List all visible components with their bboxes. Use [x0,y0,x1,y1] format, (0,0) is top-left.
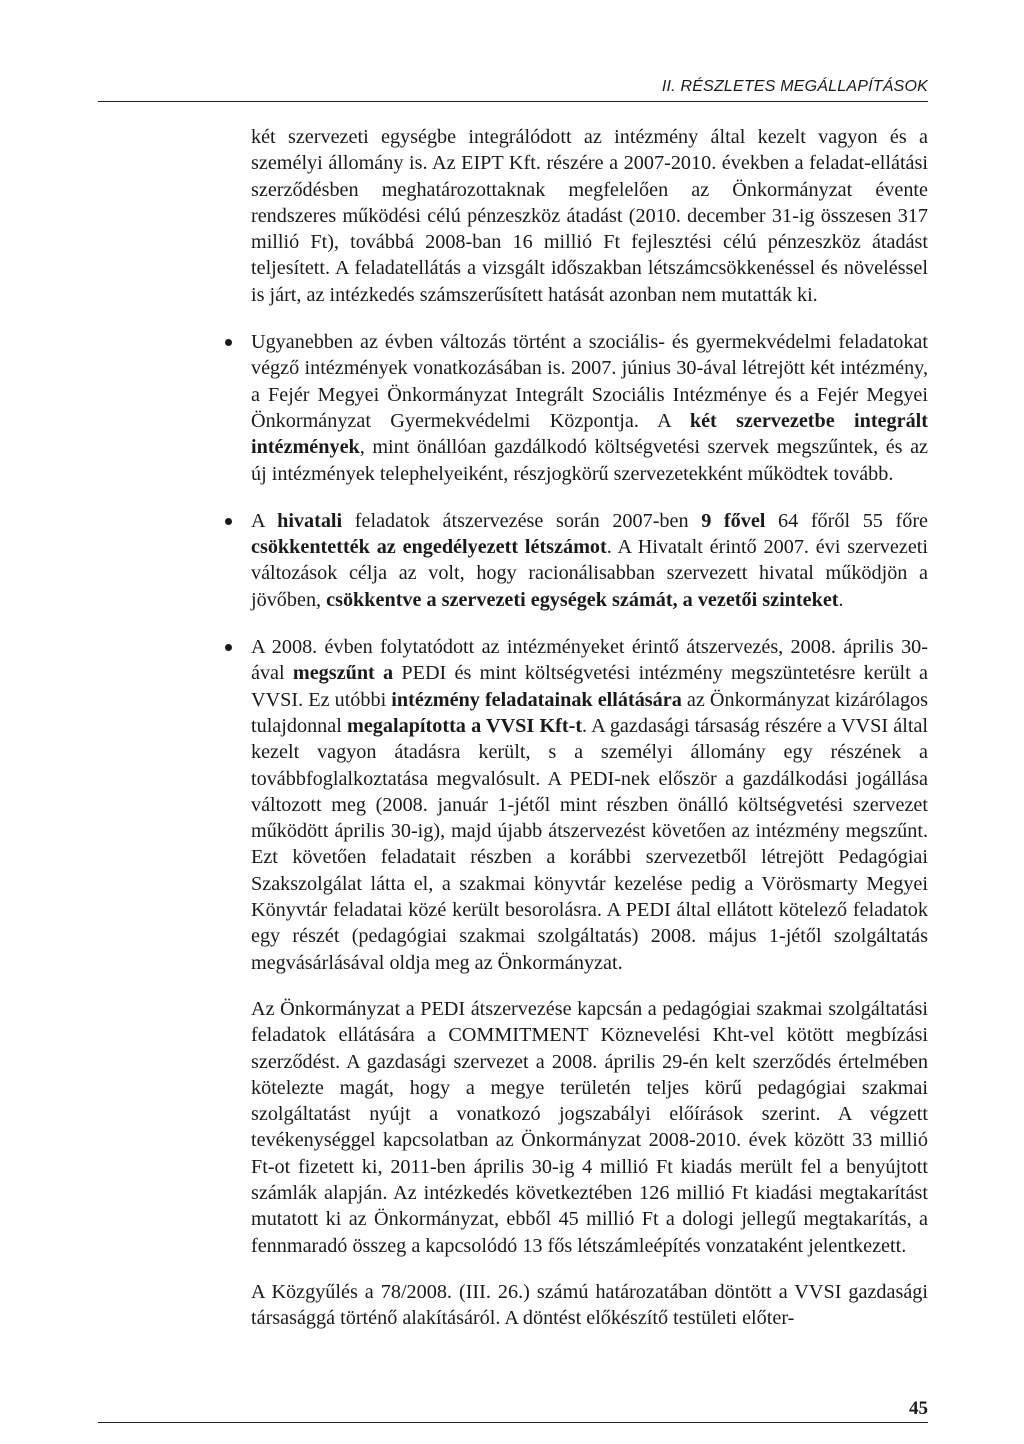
page-body [251,124,928,1331]
bold-run: csökkentve a szervezeti egységek számát, a vezetői szinteket [326,588,839,611]
bold-run: hivatali [277,509,343,532]
text-run: . [838,588,844,611]
text-run: A [251,509,278,532]
bold-run: két szervezetbe integrált intézmények [251,409,928,459]
bold-run: megszűnt a [292,662,394,685]
bold-run: csökkentették az engedélyezett létszámot [251,536,607,559]
text-run: . A gazdasági társaság részére a VVSI által kezelt vagyon átadásra került, s a személyi állomány egy részének a továbbfoglalkoztatása megvalósult. A PEDI-nek először a gazdálkodási jogállása változott meg (2008. január 1-jétől mint részben önálló költségvetési szervezet működött április 30-ig), majd újabb átszervezést követően az intézmény megszűnt. Ezt követően feladatait részben a korábbi szervezetből létrejött Pedagógiai Szakszolgálat látta el, a szakmai könyvtár kezelése pedig a Vörösmarty Megyei Könyvtár feladatai közé került besorolásra. A PEDI által ellátott kötelező feladatok egy részét (pedagógiai szakmai szolgáltatás) 2008. május 1-jétől szolgáltatás megvásárlásával oldja meg az Önkormányzat. [251,714,929,974]
page-number: 45 [909,1398,928,1419]
bullet-item-office-restructuring [251,508,928,613]
text-run: PEDI és mint költségvetési intézmény megszüntetésre került a VVSI. Ez utóbbi [251,662,928,711]
bullet-item-2008-restructuring [251,634,928,976]
bullet-icon [225,644,232,651]
text-run: , mint önállóan gazdálkodó költségvetési szervek megszűntek, és az új intézmények telephelyeiként, részjogkörű szervezetekként működtek tovább. [251,436,928,485]
header-rule [98,101,928,102]
text-run: . A Hivatalt érintő 2007. évi szervezeti változások célja az volt, hogy racionálisabban szervezett hivatal működjön a jövőben, [251,536,928,611]
paragraph-intro: két szervezeti egységbe integrálódott az intézmény által kezelt vagyon és a személyi állomány is. Az EIPT Kft. részére a 2007-2010. években a feladat-ellátási szerződésben meghatározottaknak megfelelően az Önkormányzat évente rendszeres működési célú pénzeszköz átadást (2010. december 31-ig összesen 317 millió Ft), továbbá 2008-ban 16 millió Ft fejlesztési célú pénzeszköz átadást teljesített. A feladatellátás a vizsgált időszakban létszámcsökkenéssel és növeléssel is járt, az intézkedés számszerűsített hatását azonban nem mutatták ki. [251,126,928,306]
text-run: A 2008. évben folytatódott az intézményeket érintő átszervezés, 2008. április 30-ával [251,636,928,685]
text-run: az Önkormányzat kizárólagos tulajdonnal [251,688,928,737]
bullet-icon [225,339,232,346]
text-run: feladatok átszervezése során 2007-ben [342,509,702,532]
text-run: Ugyanebben az évben változás történt a szociális- és gyermekvédelmi feladatokat végző intézmények vonatkozásában is. 2007. június 30-ával létrejött két intézmény, a Fejér Megyei Önkormányzat Integrált Szociális Intézménye és a Fejér Megyei Önkormányzat Gyermekvédelmi Központja. A [251,331,928,432]
bullet-icon [225,518,232,525]
bold-run: 9 fővel [701,509,766,532]
footer-rule [98,1422,928,1423]
bold-run: megalapította a VVSI Kft-t [347,714,583,737]
paragraph-commitment: Az Önkormányzat a PEDI átszervezése kapcsán a pedagógiai szakmai szolgáltatási feladatok ellátására a COMMITMENT Köznevelési Kht-vel kötött megbízási szerződést. A gazdasági szervezet a 2008. április 29-én kelt szerződés értelmében kötelezte magát, hogy a megye területén teljes körű pedagógiai szakmai szolgáltatást nyújt a vonatkozó jogszabályi előírások szerint. A végzett tevékenységgel kapcsolatban az Önkormányzat 2008-2010. évek között 33 millió Ft-ot fizetett ki, 2011-ben április 30-ig 4 millió Ft kiadás merült fel a benyújtott számlák alapján. Az intézkedés következtében 126 millió Ft kiadási megtakarítást mutatott ki az Önkormányzat, ebből 45 millió Ft a dologi jellegű megtakarítás, a fennmaradó összeg a kapcsolódó 13 fős létszámleépítés vonzataként jelentkezett. [251,997,928,1257]
text-run: 64 főről 55 főre [765,509,929,532]
bullet-item-social-institutions [251,329,928,487]
bold-run: intézmény feladatainak ellátására [391,688,682,711]
running-header: II. RÉSZLETES MEGÁLLAPÍTÁSOK [661,78,928,95]
paragraph-assembly-decision: A Közgyűlés a 78/2008. (III. 26.) számú határozatában döntött a VVSI gazdasági társasággá történő alakításáról. A döntést előkészítő testületi előter- [251,1280,928,1330]
